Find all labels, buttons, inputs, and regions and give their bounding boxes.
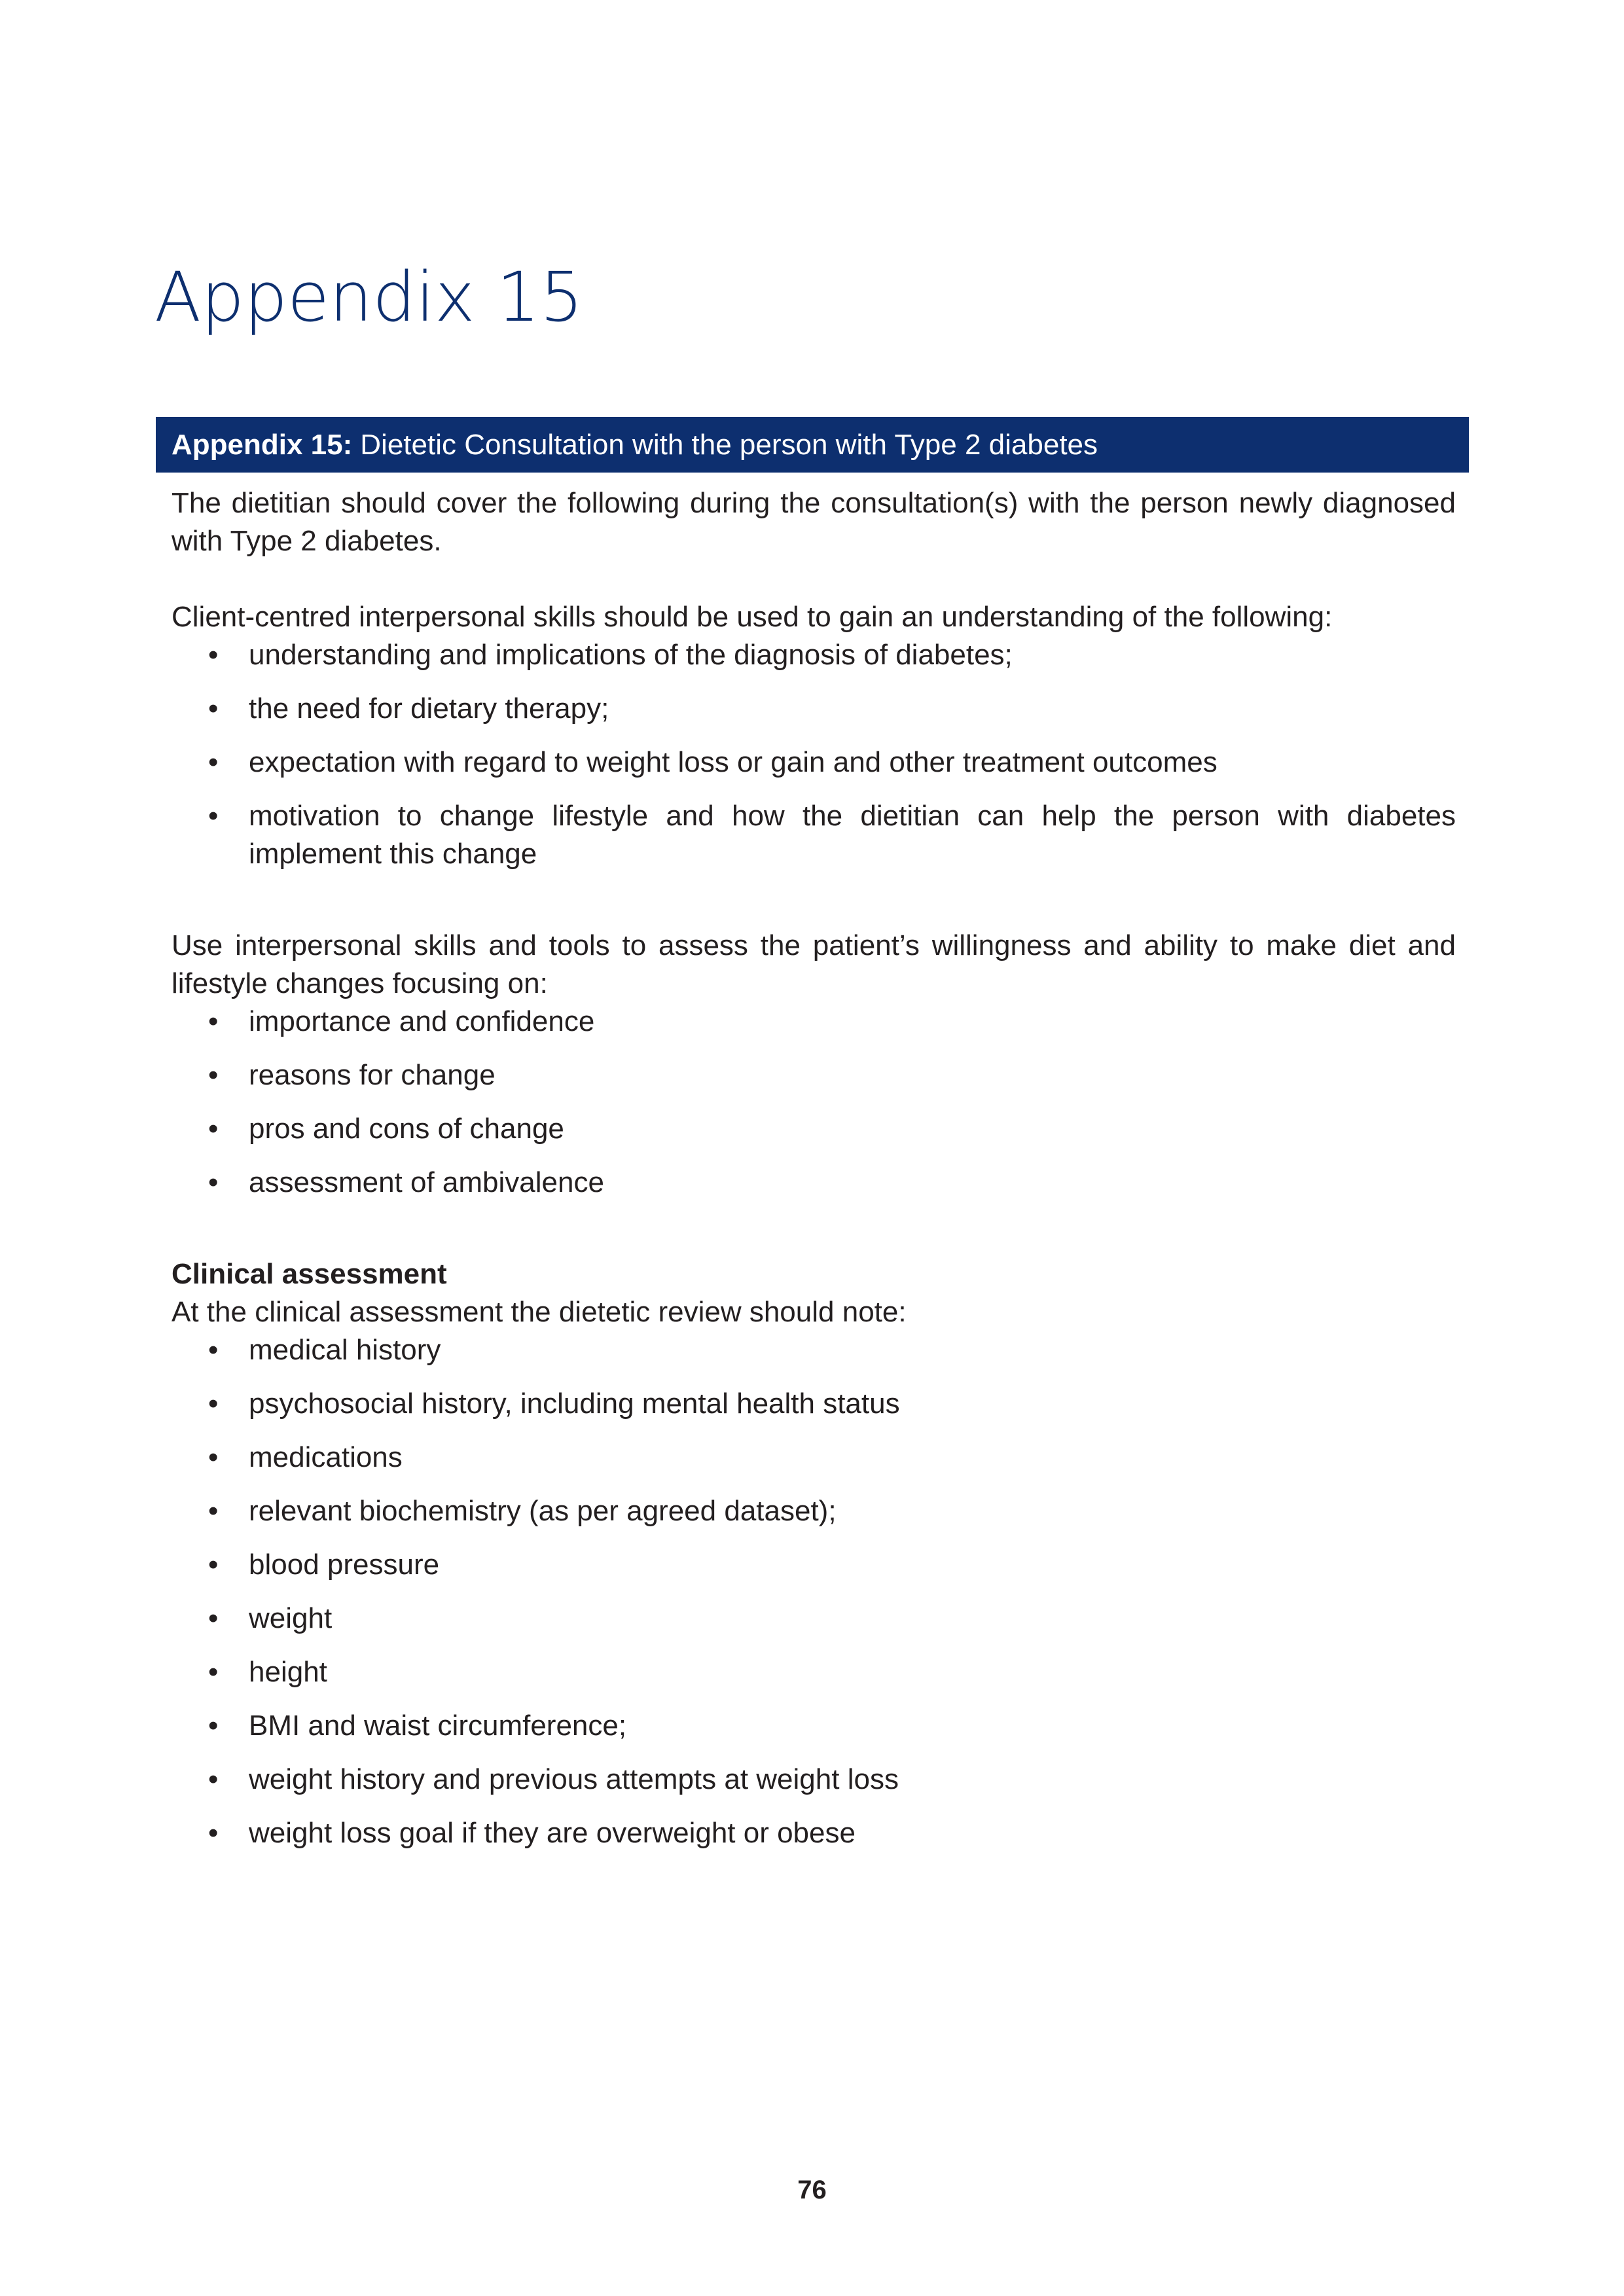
section3-lead: At the clinical assessment the dietetic review should note: xyxy=(171,1296,907,1328)
bullet-icon: • xyxy=(208,1059,219,1091)
list-item: • importance and confidence xyxy=(171,1003,1456,1041)
list-item: • BMI and waist circumference; xyxy=(171,1707,1456,1745)
page-number: 76 xyxy=(797,2176,827,2204)
bullet-icon: • xyxy=(208,1005,219,1037)
section1-list xyxy=(171,636,1456,873)
bullet-icon: • xyxy=(208,639,219,671)
bullet-icon: • xyxy=(208,1656,219,1688)
section-heading-clinical-assessment: Clinical assessment xyxy=(171,1258,447,1290)
list-item: • medical history xyxy=(171,1331,1456,1369)
bullet-icon: • xyxy=(208,692,219,725)
section2-lead: Use interpersonal skills and tools to assess the patient’s willingness and ability to make diet and lifestyle changes focusing on: xyxy=(171,929,1456,999)
list-item: • understanding and implications of the diagnosis of diabetes; xyxy=(171,636,1456,674)
list-item: • motivation to change lifestyle and how the dietitian can help the person with diabetes implement this change xyxy=(171,797,1456,873)
list-item: • weight loss goal if they are overweight or obese xyxy=(171,1814,1456,1852)
list-item: • height xyxy=(171,1653,1456,1691)
section3-list xyxy=(171,1331,1456,1852)
bullet-icon: • xyxy=(208,1334,219,1366)
list-item: • relevant biochemistry (as per agreed dataset); xyxy=(171,1492,1456,1530)
banner-text: Dietetic Consultation with the person with Type 2 diabetes xyxy=(360,428,1098,461)
bullet-icon: • xyxy=(208,1113,219,1145)
banner-label: Appendix 15: xyxy=(171,428,353,461)
bullet-icon: • xyxy=(208,1441,219,1473)
bullet-icon: • xyxy=(208,800,219,832)
bullet-icon: • xyxy=(208,1602,219,1634)
intro-paragraph: The dietitian should cover the following during the consultation(s) with the person newly diagnosed with Type 2 diabetes. xyxy=(171,487,1456,557)
appendix-banner xyxy=(156,417,1469,473)
bullet-icon: • xyxy=(208,1495,219,1527)
section2-list xyxy=(171,1003,1456,1202)
list-item: • assessment of ambivalence xyxy=(171,1164,1456,1202)
section1-lead: Client-centred interpersonal skills should be used to gain an understanding of the following: xyxy=(171,601,1333,633)
content xyxy=(171,484,1456,1868)
list-item: • reasons for change xyxy=(171,1056,1456,1094)
bullet-icon: • xyxy=(208,746,219,778)
list-item: • weight history and previous attempts at weight loss xyxy=(171,1761,1456,1799)
bullet-icon: • xyxy=(208,1388,219,1420)
bullet-icon: • xyxy=(208,1166,219,1198)
page-title: Appendix 15 xyxy=(154,257,583,337)
bullet-icon: • xyxy=(208,1817,219,1849)
list-item: • blood pressure xyxy=(171,1546,1456,1584)
list-item: • weight xyxy=(171,1600,1456,1638)
list-item: • psychosocial history, including mental health status xyxy=(171,1385,1456,1423)
list-item: • the need for dietary therapy; xyxy=(171,690,1456,728)
bullet-icon: • xyxy=(208,1549,219,1581)
list-item: • expectation with regard to weight loss or gain and other treatment outcomes xyxy=(171,744,1456,781)
bullet-icon: • xyxy=(208,1763,219,1795)
bullet-icon: • xyxy=(208,1710,219,1742)
list-item: • pros and cons of change xyxy=(171,1110,1456,1148)
list-item: • medications xyxy=(171,1439,1456,1477)
